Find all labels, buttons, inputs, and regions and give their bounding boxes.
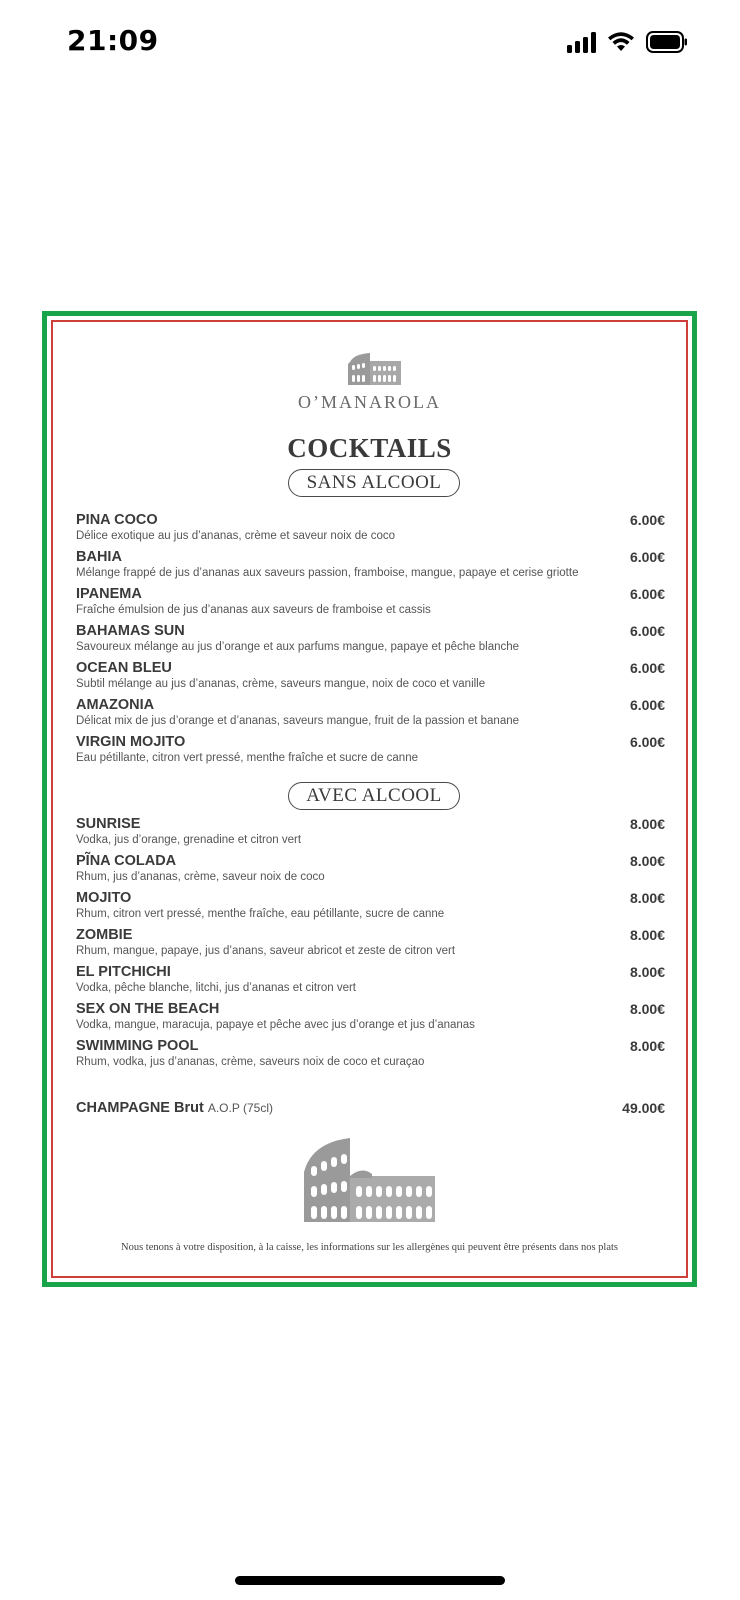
menu-item	[76, 512, 665, 549]
item-name: SEX ON THE BEACH	[76, 1001, 220, 1017]
item-description: Rhum, citron vert pressé, menthe fraîche, eau pétillante, sucre de canne	[76, 908, 445, 920]
menu-item	[76, 853, 665, 890]
menu-item	[76, 890, 665, 927]
section-header-sans-alcool: SANS ALCOOL	[288, 469, 460, 497]
menu-item	[76, 927, 665, 964]
item-description: Rhum, vodka, jus d’ananas, crème, saveurs noix de coco et curaçao	[76, 1056, 425, 1068]
item-list-avec-alcool	[76, 816, 665, 1075]
item-description: Rhum, jus d’ananas, crème, saveur noix de coco	[76, 871, 325, 883]
item-description: Fraîche émulsion de jus d’ananas aux saveurs de framboise et cassis	[76, 604, 431, 616]
item-description: Vodka, jus d’orange, grenadine et citron vert	[76, 834, 302, 846]
item-description: Savoureux mélange au jus d’orange et aux parfums mangue, papaye et pêche blanche	[76, 641, 520, 653]
menu-item	[76, 734, 665, 771]
item-name: BAHAMAS SUN	[76, 623, 185, 639]
item-name: EL PITCHICHI	[76, 964, 171, 980]
item-price: 6.00€	[629, 623, 665, 639]
champagne-name	[76, 1100, 273, 1116]
item-description: Délicat mix de jus d’orange et d’ananas, saveurs mangue, fruit de la passion et banane	[76, 715, 520, 727]
item-description: Rhum, mangue, papaye, jus d’anans, saveur abricot et zeste de citron vert	[76, 945, 456, 957]
item-name: ZOMBIE	[76, 927, 133, 943]
colosseum-illustration-icon	[302, 1136, 437, 1224]
item-price: 8.00€	[629, 816, 665, 832]
home-indicator[interactable]	[235, 1576, 505, 1585]
item-description: Vodka, pêche blanche, litchi, jus d’ananas et citron vert	[76, 982, 357, 994]
menu-card	[42, 311, 697, 1287]
item-price: 8.00€	[629, 1001, 665, 1017]
menu-item	[76, 697, 665, 734]
champagne-price: 49.00€	[622, 1100, 665, 1116]
item-description: Délice exotique au jus d’ananas, crème et saveur noix de coco	[76, 530, 395, 542]
menu-item	[76, 586, 665, 623]
item-description: Mélange frappé de jus d’ananas aux saveurs passion, framboise, mangue, papaye et cerise griotte	[76, 567, 579, 579]
item-name: AMAZONIA	[76, 697, 155, 713]
item-name: SWIMMING POOL	[76, 1038, 199, 1054]
item-price: 6.00€	[629, 660, 665, 676]
item-price: 6.00€	[629, 512, 665, 528]
menu-item	[76, 623, 665, 660]
menu-item	[76, 549, 665, 586]
menu-item	[76, 660, 665, 697]
status-bar	[0, 0, 740, 84]
item-name: SUNRISE	[76, 816, 141, 832]
item-price: 6.00€	[629, 697, 665, 713]
cellular-signal-icon	[567, 31, 596, 53]
menu-item	[76, 1001, 665, 1038]
item-name: IPANEMA	[76, 586, 142, 602]
champagne-row	[76, 1100, 665, 1120]
menu-item	[76, 816, 665, 853]
item-price: 8.00€	[629, 964, 665, 980]
champagne-note: A.O.P (75cl)	[207, 1101, 273, 1115]
item-price: 6.00€	[629, 549, 665, 565]
item-description: Vodka, mangue, maracuja, papaye et pêche avec jus d’orange et jus d’ananas	[76, 1019, 475, 1031]
item-price: 8.00€	[629, 1038, 665, 1054]
item-name: PĨNA COLADA	[76, 853, 177, 869]
item-price: 6.00€	[629, 734, 665, 750]
menu-title: COCKTAILS	[287, 433, 452, 463]
item-name: MOJITO	[76, 890, 132, 906]
champagne-label: CHAMPAGNE Brut	[76, 1100, 204, 1116]
item-price: 6.00€	[629, 586, 665, 602]
status-icons	[567, 28, 688, 56]
item-price: 8.00€	[629, 927, 665, 943]
item-name: OCEAN BLEU	[76, 660, 172, 676]
colosseum-logo-icon	[344, 352, 404, 386]
item-price: 8.00€	[629, 853, 665, 869]
item-description: Subtil mélange au jus d’ananas, crème, saveurs mangue, noix de coco et vanille	[76, 678, 486, 690]
item-name: PINA COCO	[76, 512, 158, 528]
restaurant-brand: O’MANAROLA	[298, 392, 441, 412]
item-name: BAHIA	[76, 549, 122, 565]
section-header-avec-alcool: AVEC ALCOOL	[288, 782, 460, 810]
status-time: 21:09	[67, 24, 159, 57]
item-price: 8.00€	[629, 890, 665, 906]
menu-item	[76, 964, 665, 1001]
item-name: VIRGIN MOJITO	[76, 734, 186, 750]
allergen-notice: Nous tenons à votre disposition, à la caisse, les informations sur les allergènes qui peuvent être présents dans nos plats	[121, 1242, 618, 1253]
menu-item	[76, 1038, 665, 1075]
wifi-icon	[606, 31, 636, 53]
battery-icon	[646, 31, 688, 53]
item-description: Eau pétillante, citron vert pressé, menthe fraîche et sucre de canne	[76, 752, 418, 764]
item-list-sans-alcool	[76, 512, 665, 771]
